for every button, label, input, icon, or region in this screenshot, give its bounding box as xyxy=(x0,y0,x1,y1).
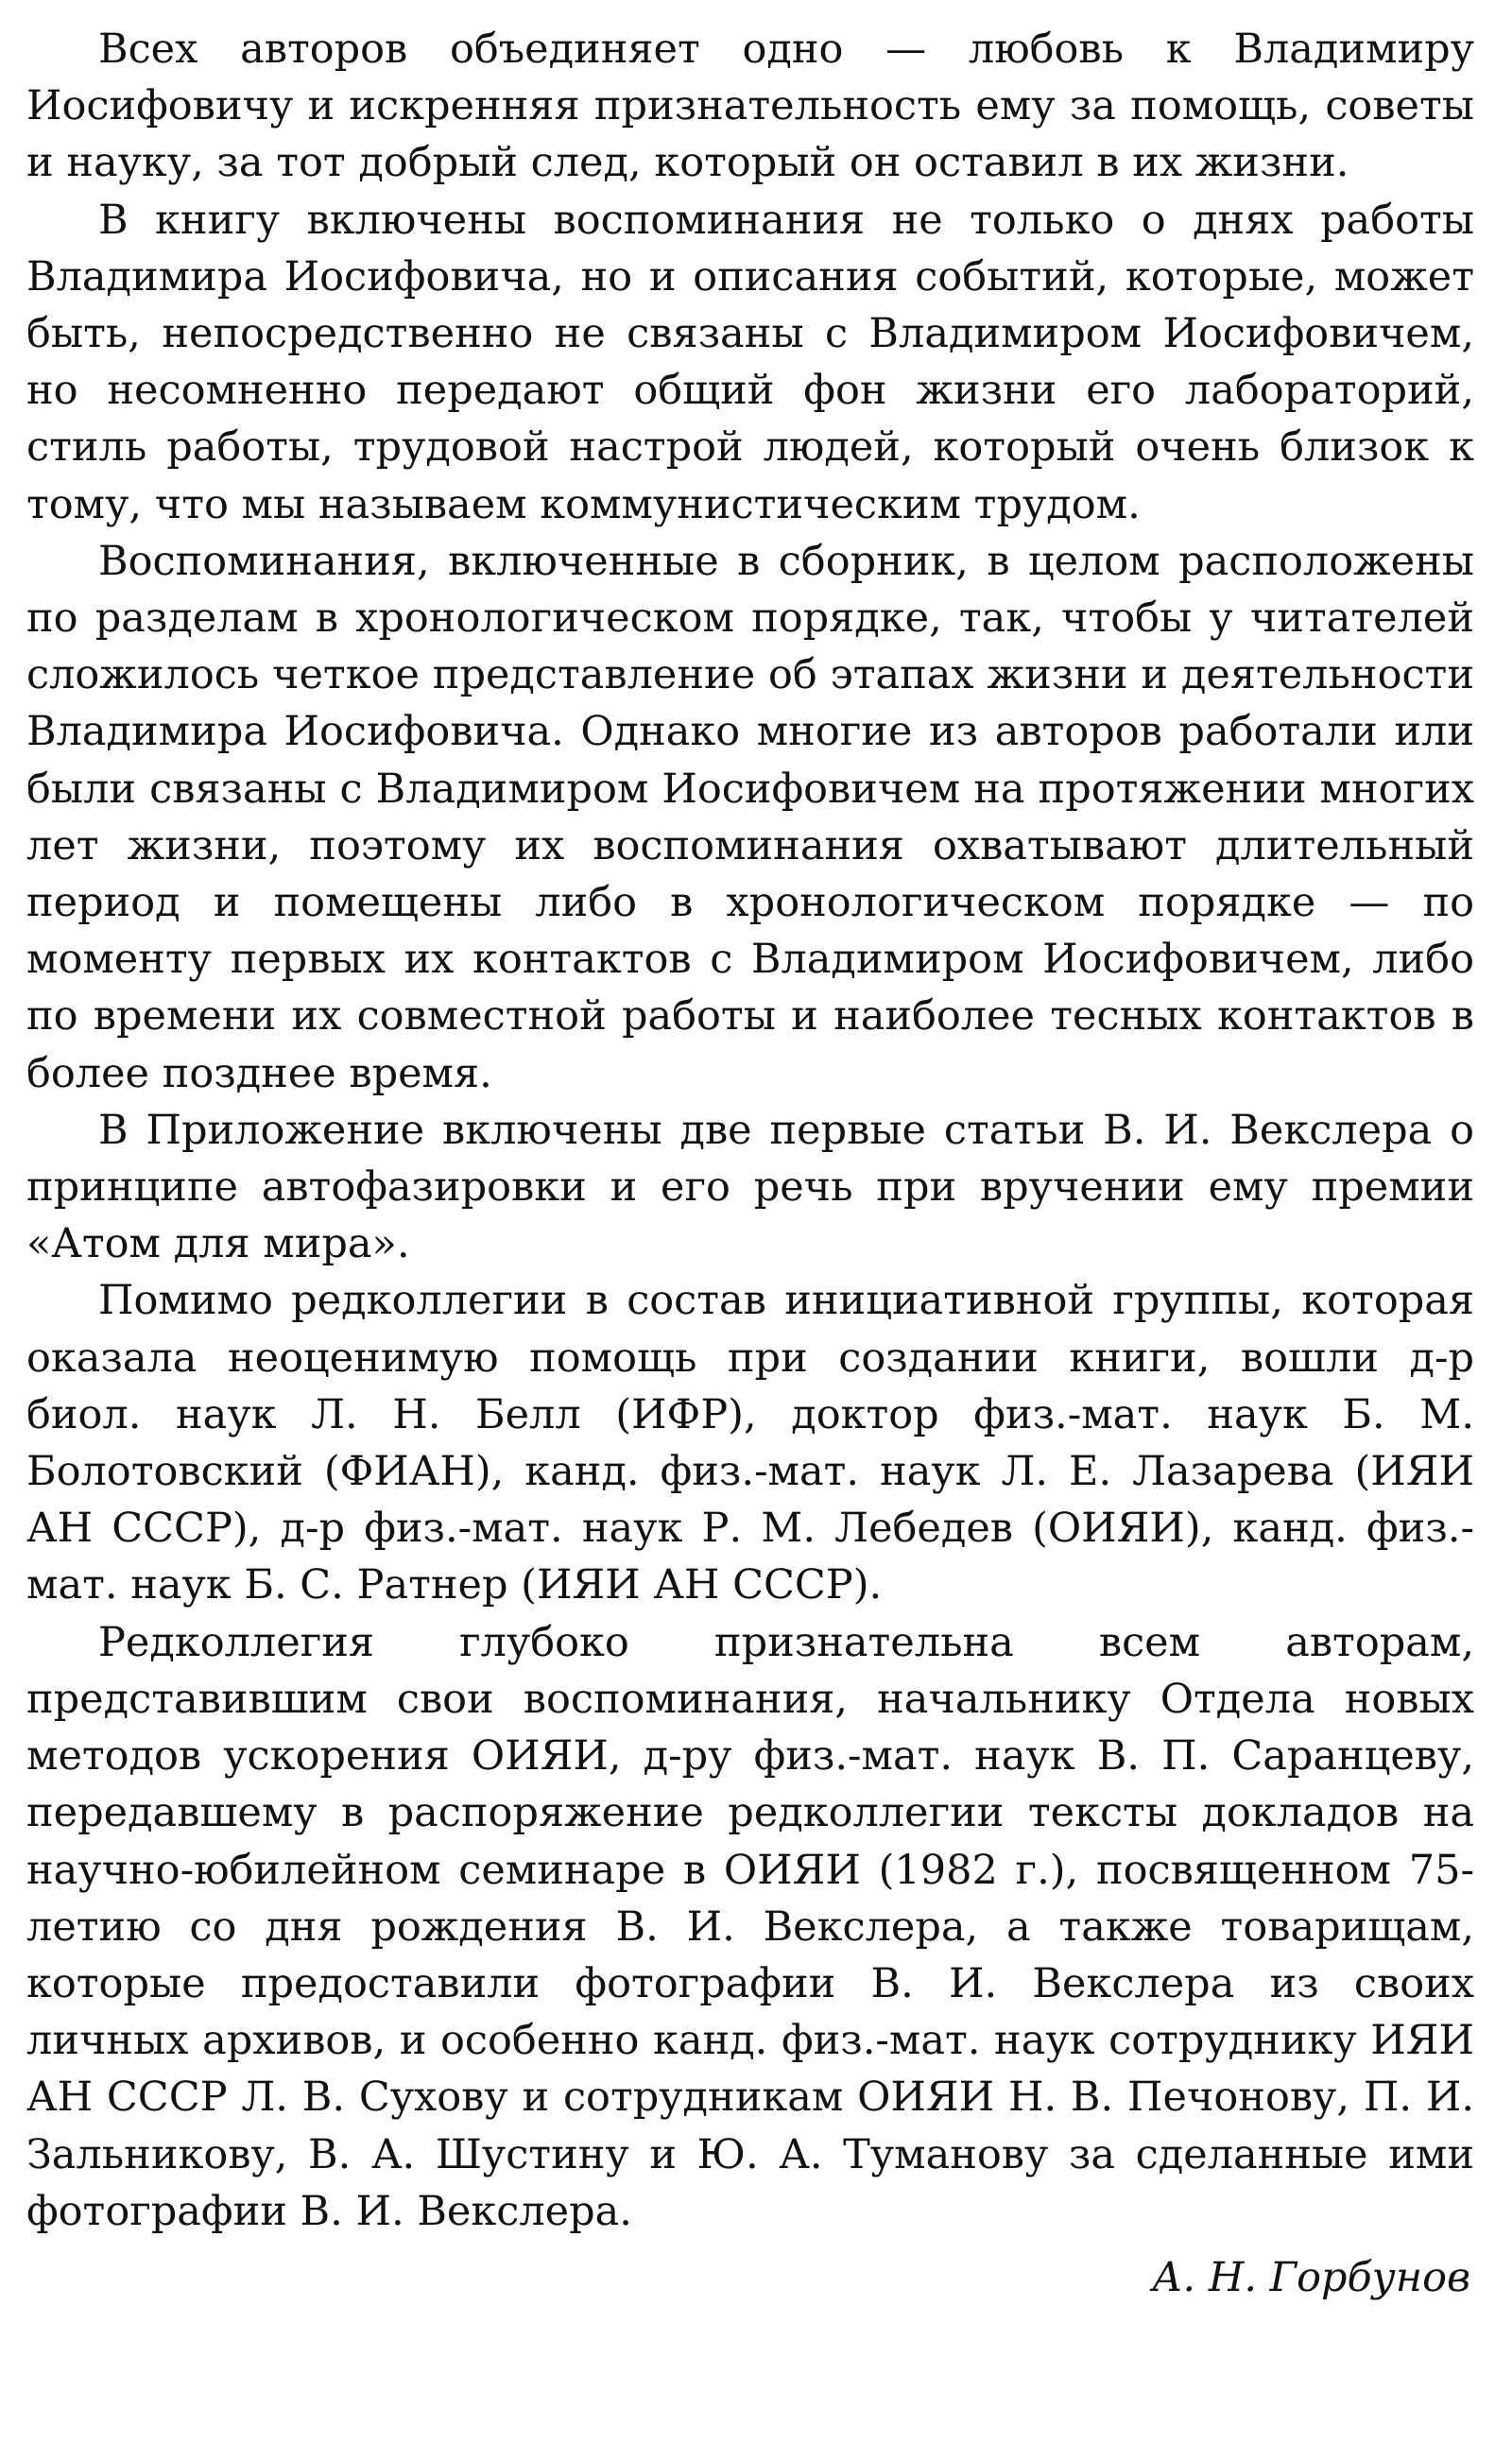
paragraph-6: Редколлегия глубоко признательна всем авторам, представившим свои воспоминания, начальнику Отдела новых методов ускорения ОИЯИ, д-ру физ.-мат. наук В. П. Саранцеву, передавшему в распоряжение редколлегии тексты докладов на научно-юбилейном семинаре в ОИЯИ (1982 г.), посвященном 75-летию со дня рождения В. И. Векслера, а также товарищам, которые предоставили фотографии В. И. Векслера из своих личных архивов, и особенно канд. физ.-мат. наук сотруднику ИЯИ АН СССР Л. В. Сухову и сотрудникам ОИЯИ Н. В. Печонову, П. И. Зальникову, В. А. Шустину и Ю. А. Туманову за сделанные ими фотографии В. И. Векслера. xyxy=(26,1618,1474,2235)
paragraph-5: Помимо редколлегии в состав инициативной группы, которая оказала неоценимую помощь при создании книги, вошли д-р биол. наук Л. Н. Белл (ИФР), доктор физ.-мат. наук Б. М. Болотовский (ФИАН), канд. физ.-мат. наук Л. Е. Лазарева (ИЯИ АН СССР), д-р физ.-мат. наук Р. М. Лебедев (ОИЯИ), канд. физ.-мат. наук Б. С. Ратнер (ИЯИ АН СССР). xyxy=(26,1277,1474,1609)
paragraph-4: В Приложение включены две первые статьи В. И. Векслера о принципе автофазировки и его речь при вручении ему премии «Атом для мира». xyxy=(26,1106,1474,1268)
paragraph-3: Воспоминания, включенные в сборник, в целом расположены по разделам в хронологическом порядке, так, чтобы у читателей сложилось четкое представление об этапах жизни и деятельности Владимира Иосифовича. Однако многие из авторов работали или были связаны с Владимиром Иосифовичем на протяжении многих лет жизни, поэтому их воспоминания охватывают длительный период и помещены либо в хронологическом порядке — по моменту первых их контактов с Владимиром Иосифовичем, либо по времени их совместной работы и наиболее тесных контактов в более позднее время. xyxy=(26,537,1474,1097)
paragraph-2: В книгу включены воспоминания не только о днях работы Владимира Иосифовича, но и описания событий, которые, может быть, непосредственно не связаны с Владимиром Иосифовичем, но несомненно передают общий фон жизни его лабораторий, стиль работы, трудовой настрой людей, который очень близок к тому, что мы называем коммунистическим трудом. xyxy=(26,196,1474,528)
paragraph-1: Всех авторов объединяет одно — любовь к Владимиру Иосифовичу и искренняя признательность ему за помощь, советы и науку, за тот добрый след, который он оставил в их жизни. xyxy=(26,26,1474,187)
author-signature: А. Н. Горбунов xyxy=(1151,2253,1470,2301)
document-page xyxy=(26,21,1474,2306)
